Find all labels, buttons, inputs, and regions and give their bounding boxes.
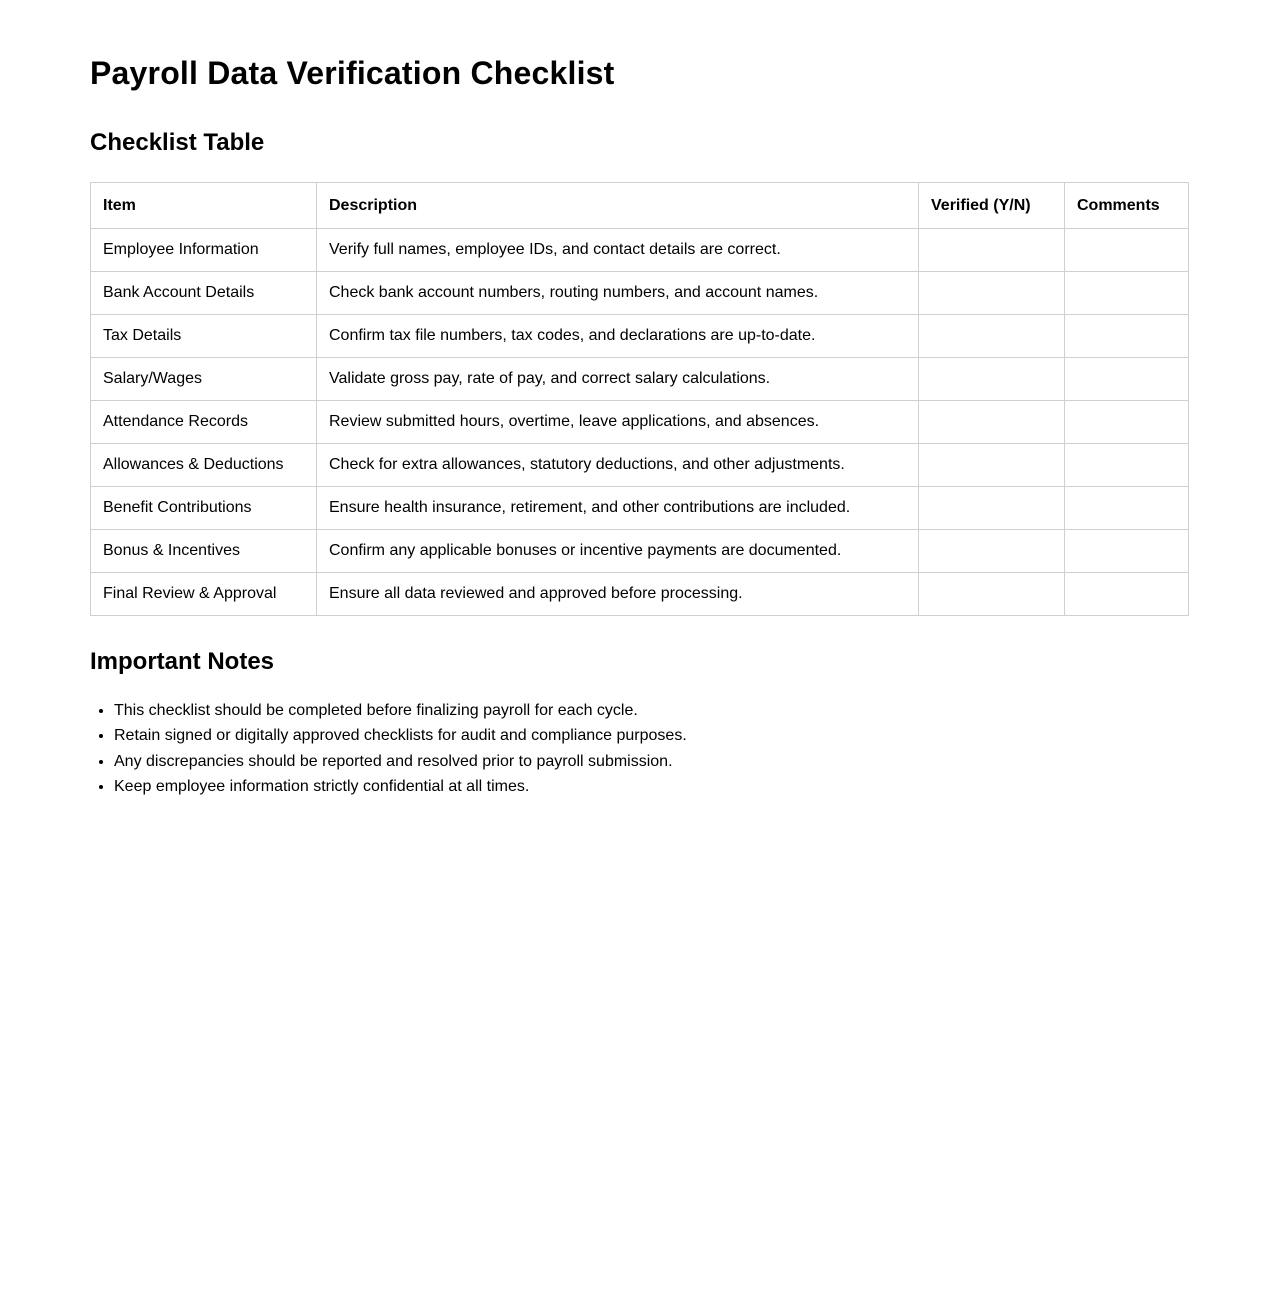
cell-comments xyxy=(1065,401,1189,444)
column-header-item: Item xyxy=(91,183,317,229)
cell-comments xyxy=(1065,530,1189,573)
cell-item: Attendance Records xyxy=(91,401,317,444)
cell-verified xyxy=(919,358,1065,401)
table-row xyxy=(91,487,1189,530)
cell-item: Allowances & Deductions xyxy=(91,444,317,487)
checklist-table-heading: Checklist Table xyxy=(90,128,265,156)
table-row xyxy=(91,530,1189,573)
note-item: • Retain signed or digitally approved checklists for audit and compliance purposes. xyxy=(114,723,1188,748)
cell-comments xyxy=(1065,487,1189,530)
important-notes-list xyxy=(90,698,1188,800)
cell-description: Verify full names, employee IDs, and contact details are correct. xyxy=(317,229,919,272)
cell-verified xyxy=(919,444,1065,487)
cell-description: Confirm tax file numbers, tax codes, and declarations are up-to-date. xyxy=(317,315,919,358)
cell-item: Bonus & Incentives xyxy=(91,530,317,573)
table-row xyxy=(91,315,1189,358)
page-title: Payroll Data Verification Checklist xyxy=(90,55,615,91)
table-row xyxy=(91,358,1189,401)
cell-description: Confirm any applicable bonuses or incentive payments are documented. xyxy=(317,530,919,573)
cell-item: Final Review & Approval xyxy=(91,573,317,616)
cell-comments xyxy=(1065,315,1189,358)
note-item: • This checklist should be completed before finalizing payroll for each cycle. xyxy=(114,698,1188,723)
cell-comments xyxy=(1065,229,1189,272)
cell-verified xyxy=(919,401,1065,444)
table-row xyxy=(91,444,1189,487)
column-header-comments: Comments xyxy=(1065,183,1189,229)
note-item: • Any discrepancies should be reported and resolved prior to payroll submission. xyxy=(114,749,1188,774)
cell-verified xyxy=(919,573,1065,616)
table-row xyxy=(91,401,1189,444)
cell-comments xyxy=(1065,358,1189,401)
cell-comments xyxy=(1065,444,1189,487)
cell-description: Check for extra allowances, statutory deductions, and other adjustments. xyxy=(317,444,919,487)
table-row xyxy=(91,272,1189,315)
cell-verified xyxy=(919,315,1065,358)
checklist-table xyxy=(90,182,1189,616)
cell-verified xyxy=(919,229,1065,272)
column-header-description: Description xyxy=(317,183,919,229)
cell-item: Employee Information xyxy=(91,229,317,272)
cell-description: Ensure all data reviewed and approved before processing. xyxy=(317,573,919,616)
table-row xyxy=(91,229,1189,272)
cell-verified xyxy=(919,530,1065,573)
cell-item: Salary/Wages xyxy=(91,358,317,401)
table-row xyxy=(91,573,1189,616)
cell-item: Tax Details xyxy=(91,315,317,358)
cell-item: Bank Account Details xyxy=(91,272,317,315)
cell-description: Check bank account numbers, routing numbers, and account names. xyxy=(317,272,919,315)
cell-description: Ensure health insurance, retirement, and other contributions are included. xyxy=(317,487,919,530)
cell-description: Validate gross pay, rate of pay, and correct salary calculations. xyxy=(317,358,919,401)
note-item: • Keep employee information strictly confidential at all times. xyxy=(114,774,1188,799)
cell-comments xyxy=(1065,272,1189,315)
cell-description: Review submitted hours, overtime, leave applications, and absences. xyxy=(317,401,919,444)
column-header-verified: Verified (Y/N) xyxy=(919,183,1065,229)
checklist-table-head xyxy=(91,183,1189,229)
cell-comments xyxy=(1065,573,1189,616)
important-notes-heading: Important Notes xyxy=(90,648,275,676)
cell-item: Benefit Contributions xyxy=(91,487,317,530)
header-row xyxy=(91,183,1189,229)
checklist-table-body xyxy=(91,229,1189,616)
cell-verified xyxy=(919,487,1065,530)
cell-verified xyxy=(919,272,1065,315)
